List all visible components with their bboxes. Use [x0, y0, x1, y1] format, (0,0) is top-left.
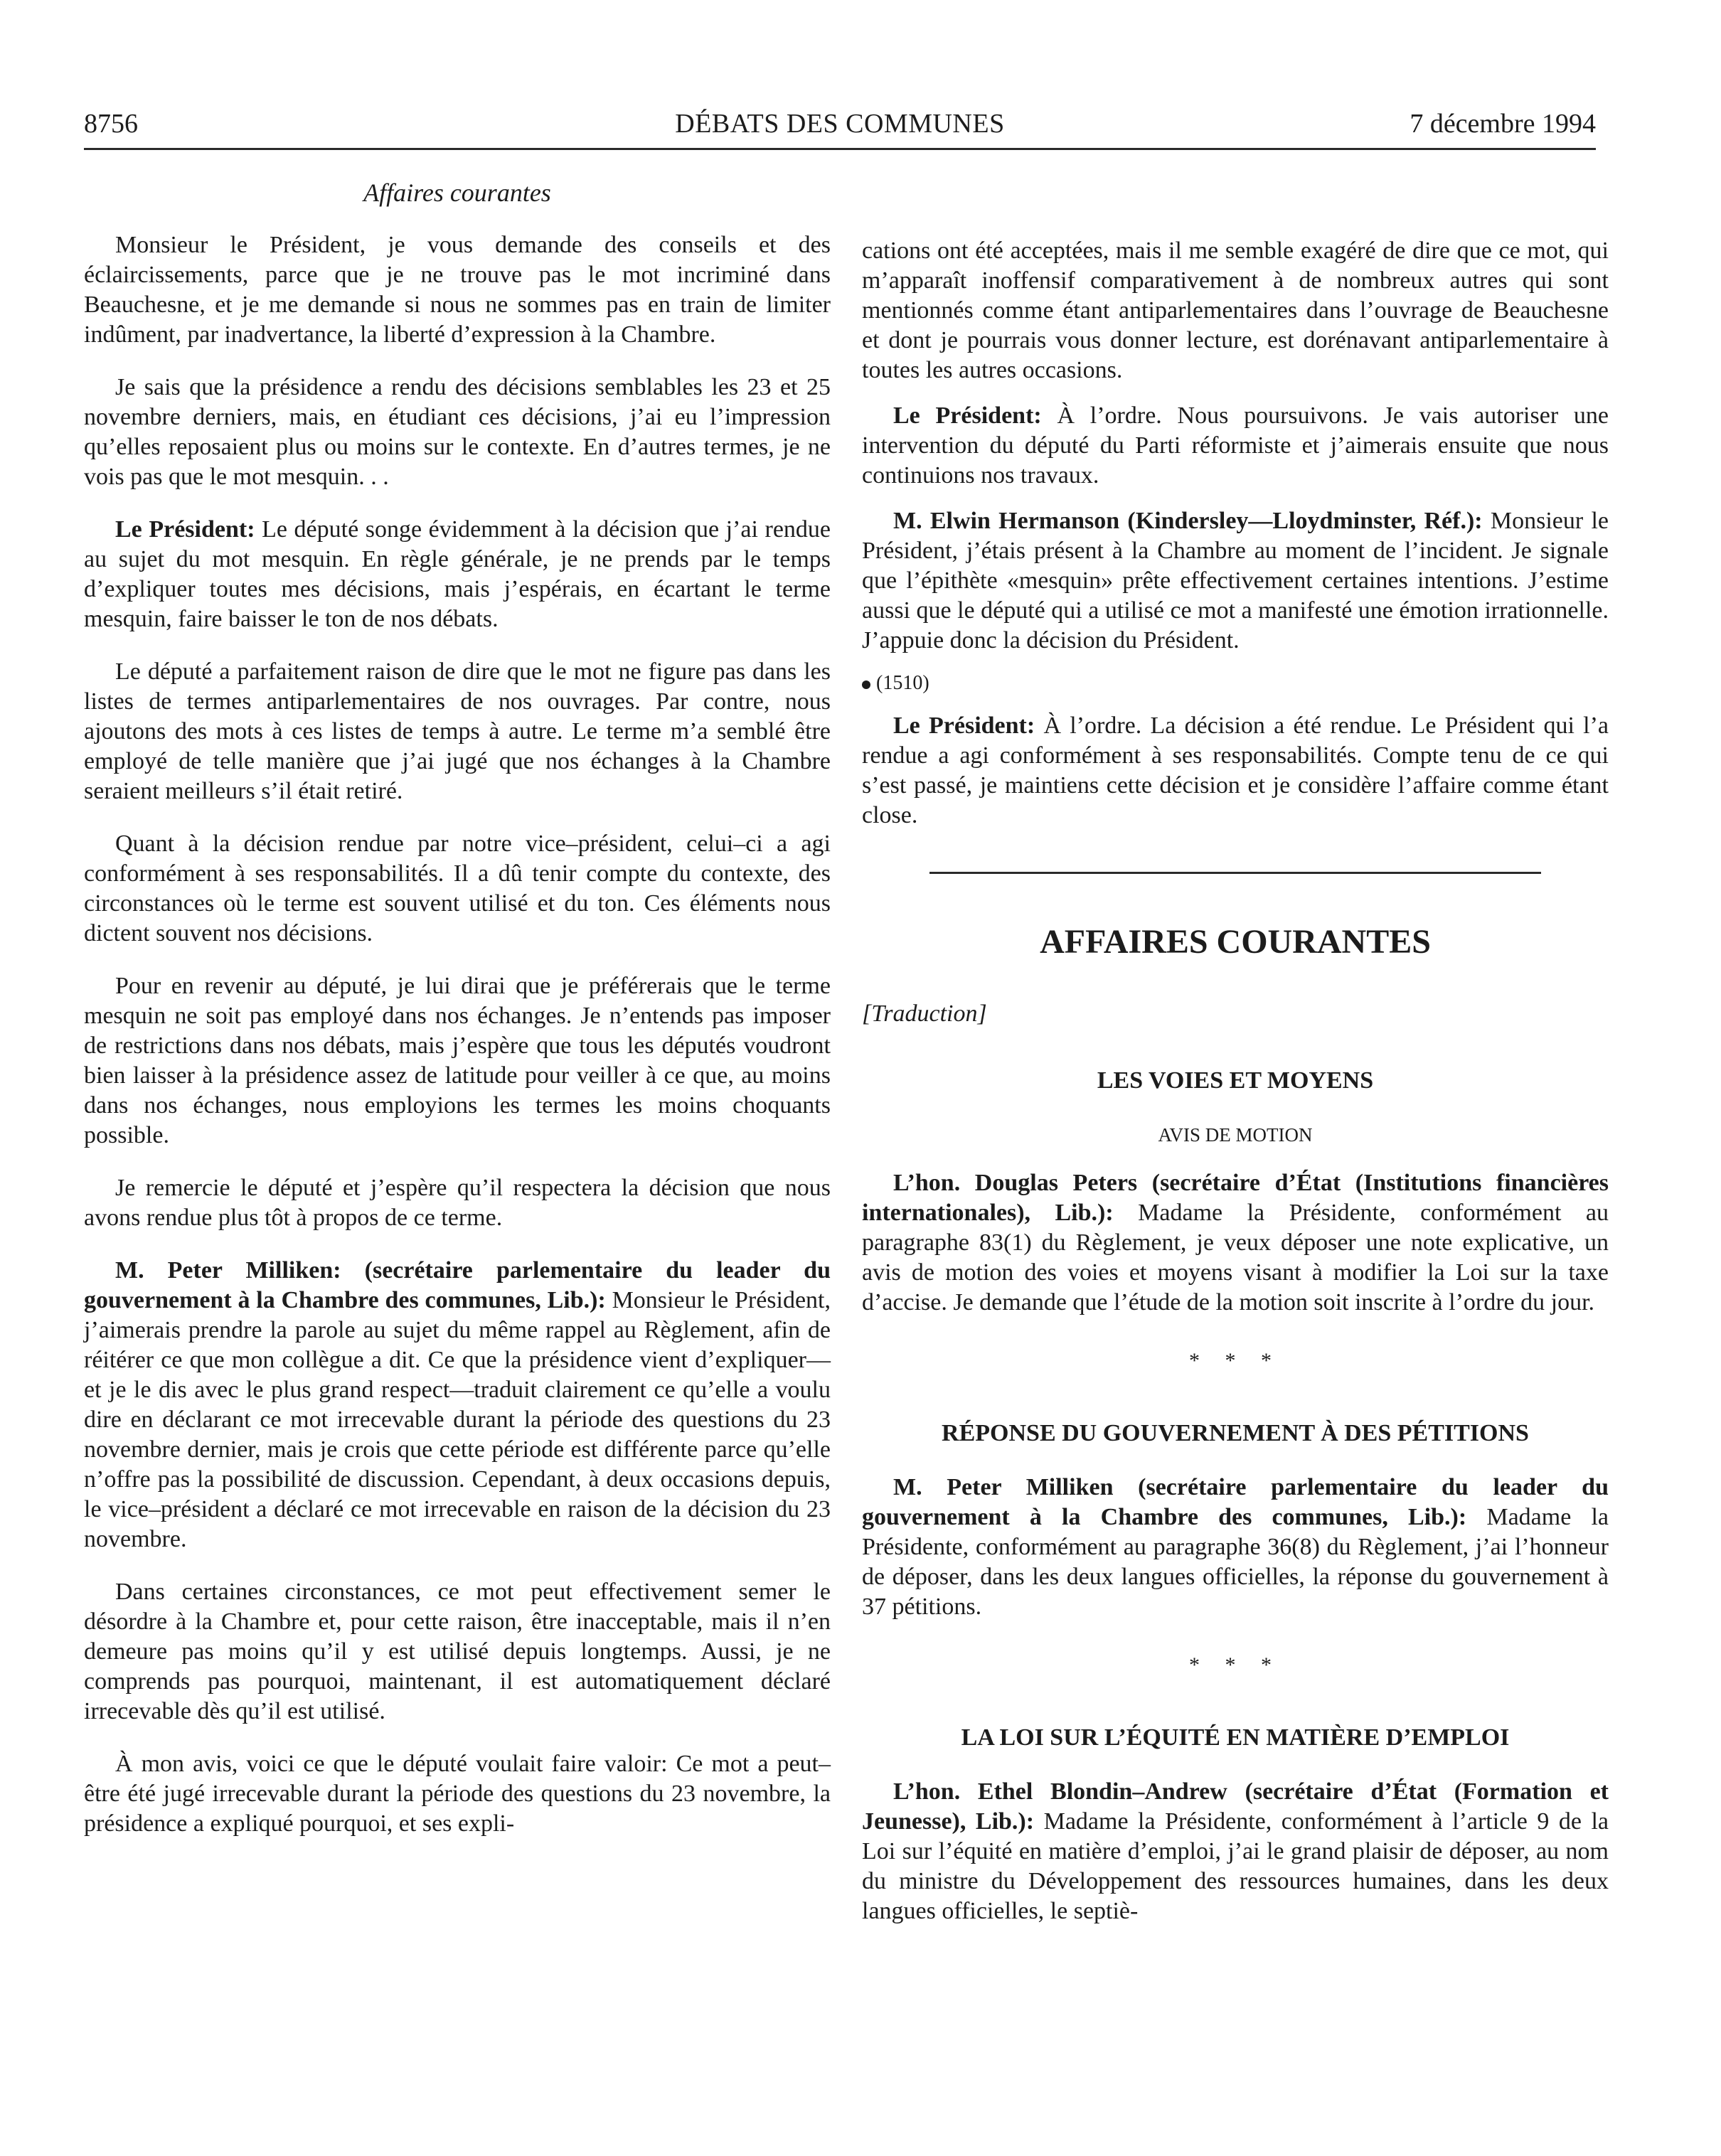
speech-paragraph — [862, 1473, 1609, 1622]
time-marker — [862, 671, 1609, 695]
left-column — [84, 178, 831, 1862]
right-column — [862, 236, 1609, 1942]
section-divider — [929, 872, 1541, 874]
paragraph: Dans certaines circonstances, ce mot peut effectivement semer le désordre à la Chambre et, pour cette raison, être inacceptable, mais il n’en demeure pas moins qu’il y est utilisé depuis longtemps. Aussi, je ne comprends pas pourquoi, maintenant, il est automatiquement déclaré irrecevable dès qu’il est utilisé. — [84, 1579, 831, 1724]
speech-paragraph — [862, 711, 1609, 831]
paragraph: Quant à la décision rendue par notre vice–président, celui–ci a agi conformément à ses responsabilités. Il a dû tenir compte du contexte, des circonstances où le terme est souvent utilisé et du ton. Ces éléments nous dictent souvent nos décisions. — [84, 831, 831, 946]
speaker-name: Le Président: — [893, 713, 1035, 739]
speech-text: Madame la Présidente, conformément au paragraphe 36(8) du Règlement, j’ai l’honneur de déposer, dans les deux langues officielles, la réponse du gouvernement à 37 pétitions. — [862, 1504, 1609, 1620]
paragraph: Pour en revenir au député, je lui dirai que je préférerais que le terme mesquin ne soit pas employé dans nos échanges. Je n’entends pas imposer de restrictions dans nos débats, mais j’espère que tous les députés voudront bien laisser à la présidence assez de latitude pour veiller à ce que, au moins dans nos échanges, nous employions les termes les moins choquants possible. — [84, 973, 831, 1148]
speech-paragraph — [84, 1256, 831, 1554]
paragraph: Je remercie le député et j’espère qu’il respectera la décision que nous avons rendue plus tôt à propos de ce terme. — [84, 1175, 831, 1231]
speech-text: Madame la Présidente, conformément à l’article 9 de la Loi sur l’équité en matière d’emploi, j’ai le grand plaisir de déposer, au nom du ministre du Développement des ressources humaines, dans les deux langues officielles, le septiè- — [862, 1808, 1609, 1924]
separator-stars: * * * — [1189, 1349, 1282, 1372]
translation-note: [Traduction] — [862, 1000, 987, 1027]
speaker-name: M. Peter Milliken (secrétaire parlementaire du leader du gouvernement à la Chambre des communes, Lib.): — [862, 1474, 1609, 1530]
running-rubric: Affaires courantes — [363, 178, 551, 207]
subsection-subtitle: AVIS DE MOTION — [1158, 1124, 1313, 1146]
paragraph: Monsieur le Président, je vous demande des conseils et des éclaircissements, parce que je ne trouve pas le mot incriminé dans Beauchesne, et je me demande si nous ne sommes pas en train de limiter indûment, par inadvertance, la liberté d’expression à la Chambre. — [84, 232, 831, 348]
page-number: 8756 — [84, 109, 138, 139]
speech-text: Monsieur le Président, j’étais présent à la Chambre au moment de l’incident. Je signale que l’épithète «mesquin» prête effectivement certaines intentions. J’estime aussi que le député qui a utilisé ce mot a manifesté une émotion irrationnelle. J’appuie donc la décision du Président. — [862, 508, 1609, 653]
speech-paragraph — [84, 515, 831, 634]
speaker-name: Le Président: — [115, 516, 255, 543]
page-header — [84, 108, 1596, 150]
paragraph: Le député a parfaitement raison de dire que le mot ne figure pas dans les listes de termes antiparlementaires de nos ouvrages. Par contre, nous ajoutons des mots à ces listes de temps à autre. Le terme m’a semblé être employé de telle manière que j’ai jugé que nos échanges à la Chambre seraient meilleurs s’il était retiré. — [84, 658, 831, 804]
speech-text: Le député songe évidemment à la décision que j’ai rendue au sujet du mot mesquin. En règle générale, je ne prends par le temps d’expliquer toutes mes décisions, mais j’espérais, en écartant le terme mesquin, faire baisser le ton de nos débats. — [84, 516, 831, 632]
speech-paragraph — [862, 506, 1609, 656]
time-marker-text: (1510) — [876, 672, 929, 694]
speech-text: Madame la Présidente, conformément au paragraphe 83(1) du Règlement, je veux déposer une note explicative, un avis de motion des voies et moyens visant à modifier la Loi sur la taxe d’accise. Je demande que l’étude de la motion soit inscrite à l’ordre du jour. — [862, 1200, 1609, 1316]
subsection-title: LES VOIES ET MOYENS — [1097, 1067, 1374, 1094]
paragraph: Je sais que la présidence a rendu des décisions semblables les 23 et 25 novembre derniers, mais, en étudiant ces décisions, j’ai eu l’impression qu’elles reposaient plus ou moins sur le contexte. En d’autres termes, je ne vois pas que le mot mesquin. . . — [84, 374, 831, 490]
publication-title: DÉBATS DES COMMUNES — [675, 109, 1005, 139]
speaker-name: L’hon. Douglas Peters (secrétaire d’État (Institutions financières internationales), Lib.): — [862, 1170, 1609, 1226]
subsection-title: RÉPONSE DU GOUVERNEMENT À DES PÉTITIONS — [942, 1420, 1529, 1446]
paragraph-continuation: cations ont été acceptées, mais il me semble exagéré de dire que ce mot, qui m’apparaît inoffensif comparativement à de nombreux autres qui sont mentionnés comme étant antiparlementaires dans l’ouvrage de Beauchesne et dont je pourrais vous donner lecture, est dorénavant antiparlementaire à toutes les autres occasions. — [862, 238, 1609, 383]
speaker-name: Le Président: — [893, 402, 1042, 429]
separator-stars: * * * — [1189, 1653, 1282, 1677]
paragraph: À mon avis, voici ce que le député voulait faire valoir: Ce mot a peut–être été jugé irrecevable durant la période des questions du 23 novembre, la présidence a expliqué pourquoi, et ses expli- — [84, 1751, 831, 1837]
speech-text: À l’ordre. Nous poursuivons. Je vais autoriser une intervention du député du Parti réformiste et j’aimerais ensuite que nous continuions nos travaux. — [862, 402, 1609, 489]
publication-date: 7 décembre 1994 — [1410, 109, 1596, 139]
speech-text: À l’ordre. La décision a été rendue. Le Président qui l’a rendue a agi conformément à ses responsabilités. Compte tenu de ce qui s’est passé, je maintiens cette décision et je considère l’affaire comme étant close. — [862, 713, 1609, 828]
speech-text: Monsieur le Président, j’aimerais prendre la parole au sujet du même rappel au Règlement, afin de réitérer ce que mon collègue a dit. Ce que la présidence vient d’expliquer— et je le dis avec le plus grand respect—traduit clairement ce qu’elle a voulu dire en déclarant ce mot irrecevable durant la période des questions du 23 novembre dernier, mais je crois que cette période est différente parce qu’elle n’offre pas la possibilité de discussion. Cependant, à deux occasions depuis, le vice–président a déclaré ce mot irrecevable en raison de la décision du 23 novembre. — [84, 1287, 831, 1552]
speech-paragraph — [862, 1777, 1609, 1926]
speech-paragraph — [862, 1168, 1609, 1318]
bullet-icon — [862, 681, 870, 689]
speaker-name: L’hon. Ethel Blondin–Andrew (secrétaire d’État (Formation et Jeunesse), Lib.): — [862, 1778, 1609, 1835]
speaker-name: M. Elwin Hermanson (Kindersley—Lloydminster, Réf.): — [893, 508, 1483, 534]
speech-paragraph — [862, 401, 1609, 491]
subsection-title: LA LOI SUR L’ÉQUITÉ EN MATIÈRE D’EMPLOI — [961, 1724, 1510, 1751]
section-title: AFFAIRES COURANTES — [1040, 923, 1431, 961]
speaker-name: M. Peter Milliken: (secrétaire parlementaire du leader du gouvernement à la Chambre des communes, Lib.): — [84, 1257, 831, 1313]
